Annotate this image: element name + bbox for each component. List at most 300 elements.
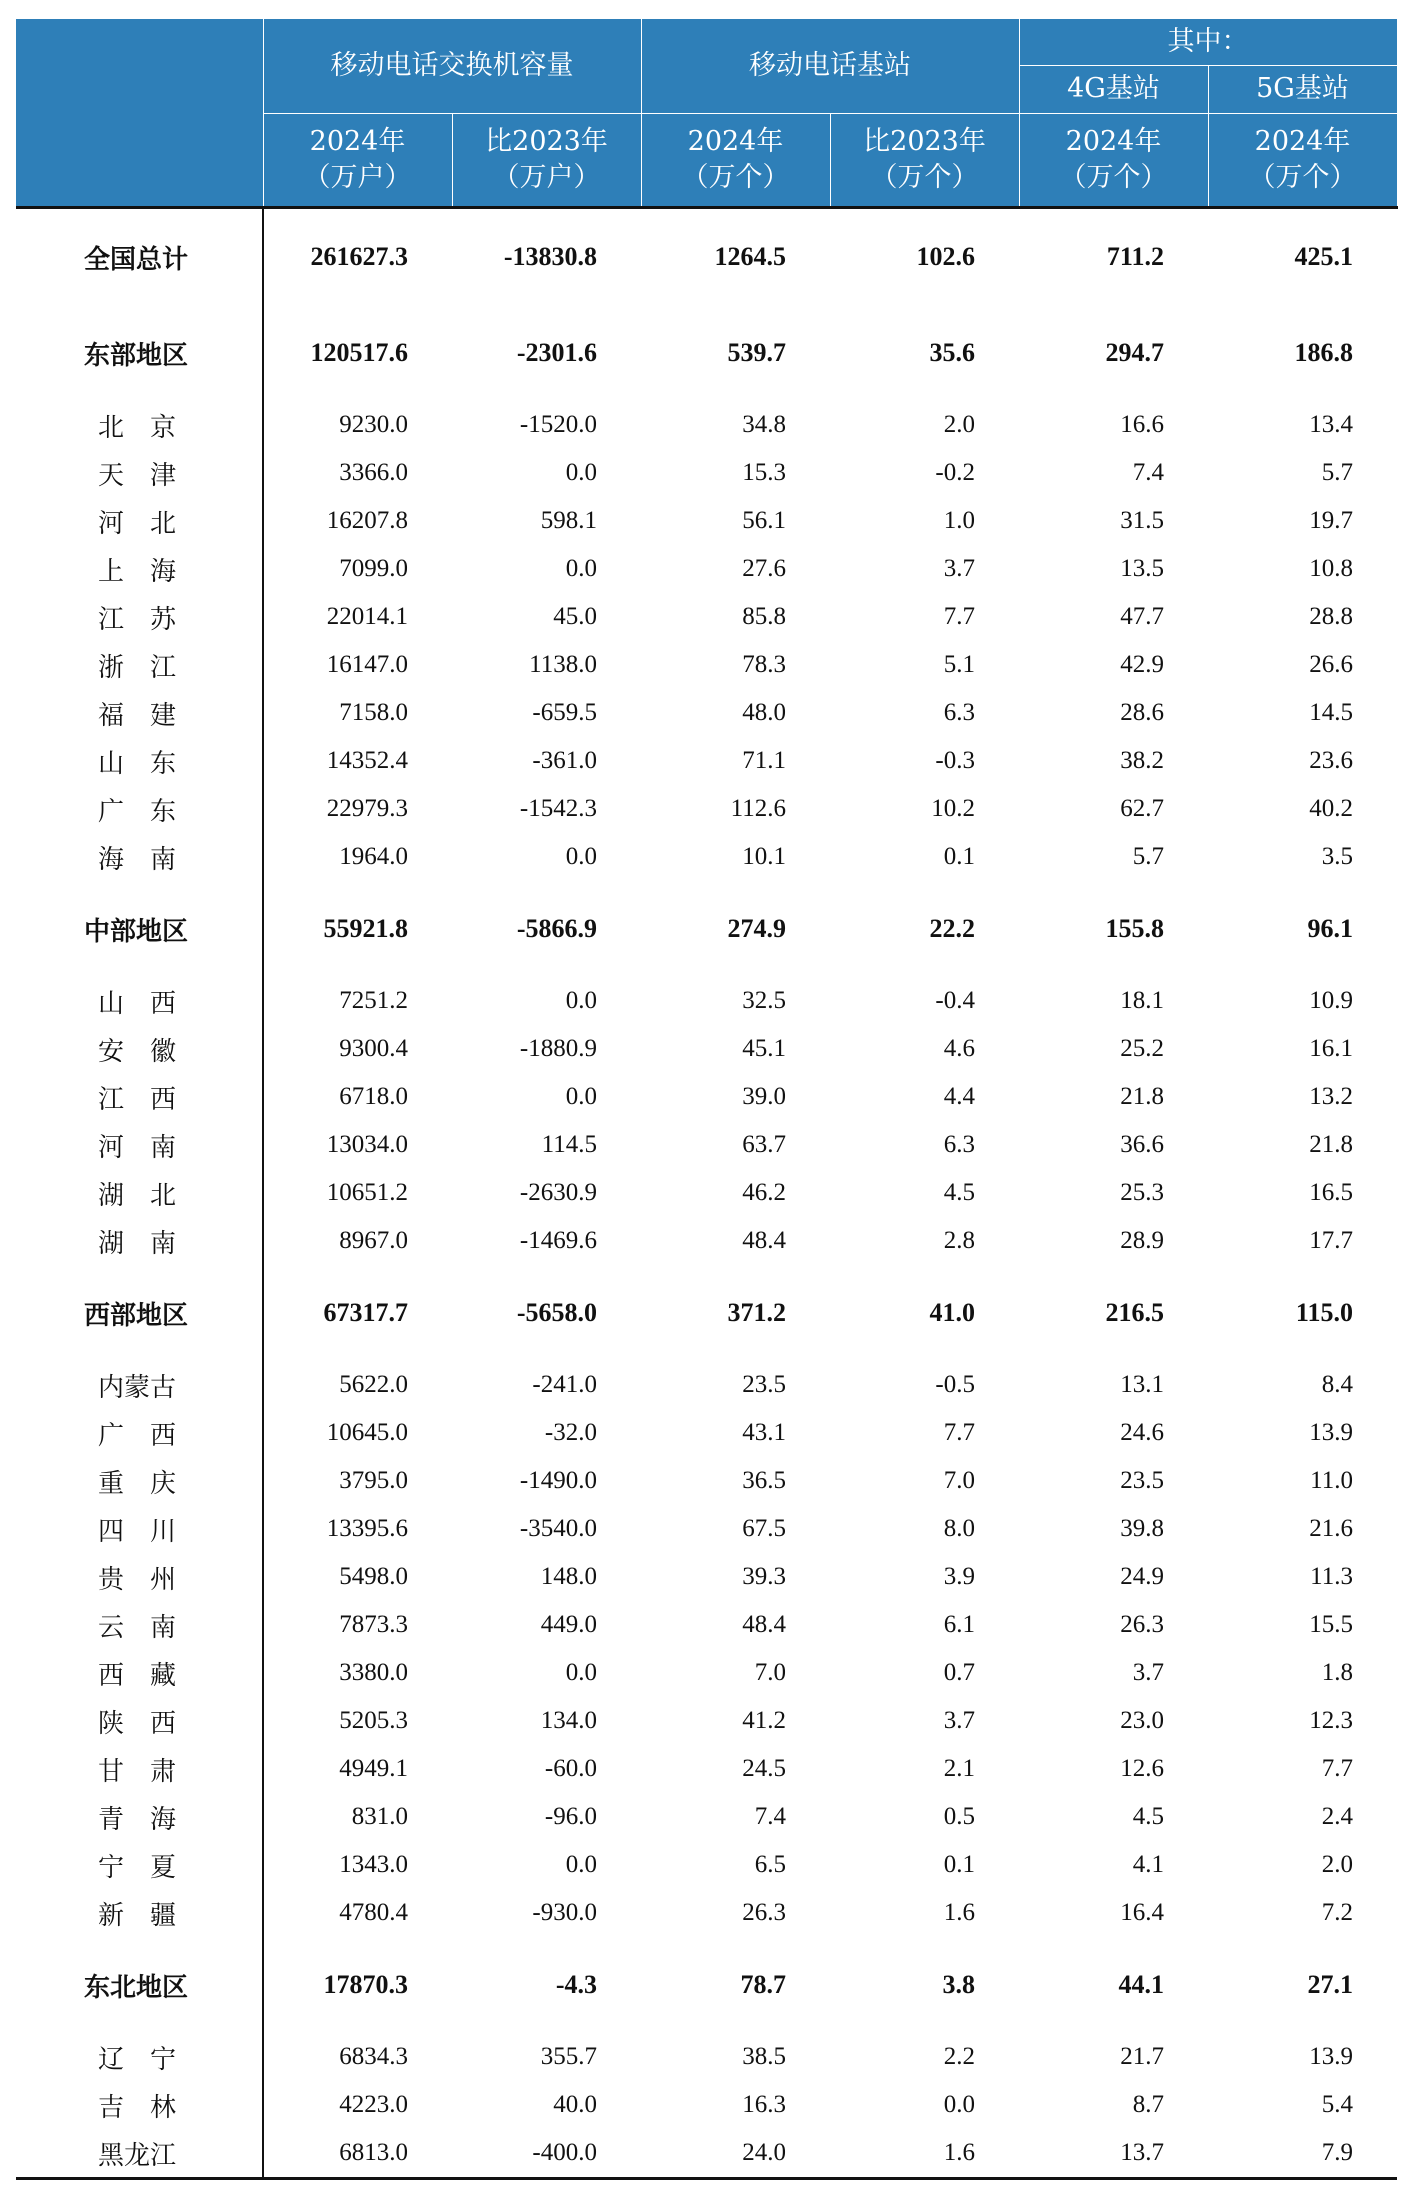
cell-col-4: 0.1 [943, 1851, 975, 1878]
cell-col-1: 10651.2 [326, 1179, 408, 1206]
cell-col-5: 12.6 [1120, 1755, 1164, 1782]
cell-col-5: 26.3 [1120, 1611, 1164, 1638]
cell-col-6: 21.8 [1309, 1131, 1353, 1158]
cell-col-6: 27.1 [1307, 1970, 1353, 1999]
cell-col-5: 44.1 [1118, 1970, 1164, 1999]
cell-col-2: -2630.9 [519, 1179, 597, 1206]
row-label: 江 苏 [16, 593, 263, 641]
cell-col-4: 3.8 [942, 1970, 975, 1999]
cell-col-2: -60.0 [544, 1755, 597, 1782]
table-row [16, 1121, 1397, 1169]
cell-col-2: -1469.6 [519, 1227, 597, 1254]
cell-col-4: 8.0 [943, 1515, 975, 1542]
cell-col-2: -4.3 [555, 1970, 597, 1999]
cell-col-4: 4.5 [943, 1179, 975, 1206]
table-row [16, 1217, 1397, 1265]
row-label: 四 川 [16, 1505, 263, 1553]
cell-col-6: 13.9 [1309, 2043, 1353, 2070]
cell-col-1: 120517.6 [310, 338, 408, 367]
cell-col-4: 3.9 [943, 1563, 975, 1590]
row-label: 西 藏 [16, 1649, 263, 1697]
cell-col-3: 274.9 [727, 914, 786, 943]
cell-col-1: 9230.0 [339, 411, 408, 438]
cell-col-2: -241.0 [532, 1371, 597, 1398]
cell-col-5: 62.7 [1120, 795, 1164, 822]
row-label: 陕 西 [16, 1697, 263, 1745]
cell-col-1: 261627.3 [310, 242, 408, 271]
cell-col-3: 24.0 [641, 2129, 830, 2179]
cell-col-4: 6.3 [943, 699, 975, 726]
table-row [16, 401, 1397, 449]
row-label: 广 西 [16, 1409, 263, 1457]
cell-col-5: 25.3 [1120, 1179, 1164, 1206]
cell-col-2: 1138.0 [529, 651, 597, 678]
table-row [16, 1361, 1397, 1409]
cell-col-6: 13.9 [1309, 1419, 1353, 1446]
cell-col-3: 48.4 [742, 1611, 786, 1638]
cell-col-4: 1.0 [943, 507, 975, 534]
cell-col-3: 67.5 [742, 1515, 786, 1542]
cell-col-2: 40.0 [553, 2091, 597, 2118]
cell-col-3: 48.4 [742, 1227, 786, 1254]
cell-col-1: 9300.4 [339, 1035, 408, 1062]
cell-col-5: 13.7 [1019, 2129, 1208, 2179]
cell-col-6: 16.1 [1309, 1035, 1353, 1062]
cell-col-1: 16147.0 [326, 651, 408, 678]
cell-col-2: -1880.9 [519, 1035, 597, 1062]
cell-col-6: 16.5 [1309, 1179, 1353, 1206]
telecom-table [16, 18, 1398, 2180]
cell-col-3: 46.2 [742, 1179, 786, 1206]
region-row [16, 1937, 1397, 2033]
table-row [16, 641, 1397, 689]
header-4g-2024: 2024年 （万个） [1019, 114, 1208, 208]
table-row [16, 833, 1397, 881]
cell-col-3: 7.0 [754, 1659, 786, 1686]
header-corner [16, 19, 263, 208]
cell-col-2: -5658.0 [516, 1298, 597, 1327]
cell-col-4: 2.0 [943, 411, 975, 438]
cell-col-5: 13.5 [1120, 555, 1164, 582]
cell-col-4: 41.0 [929, 1298, 975, 1327]
cell-col-1: 13395.6 [326, 1515, 408, 1542]
cell-col-6: 2.4 [1321, 1803, 1353, 1830]
table-row [16, 2129, 1397, 2179]
row-label: 湖 南 [16, 1217, 263, 1265]
cell-col-2: -930.0 [532, 1899, 597, 1926]
cell-col-6: 12.3 [1309, 1707, 1353, 1734]
table-row [16, 1841, 1397, 1889]
cell-col-3: 78.3 [742, 651, 786, 678]
cell-col-5: 18.1 [1120, 987, 1164, 1014]
cell-col-3: 539.7 [727, 338, 786, 367]
cell-col-4: 6.1 [943, 1611, 975, 1638]
cell-col-5: 28.9 [1120, 1227, 1164, 1254]
table-row [16, 1889, 1397, 1937]
table-row [16, 689, 1397, 737]
cell-col-2: 0.0 [565, 843, 597, 870]
cell-col-1: 5205.3 [339, 1707, 408, 1734]
cell-col-2: -1520.0 [519, 411, 597, 438]
cell-col-5: 24.9 [1120, 1563, 1164, 1590]
cell-col-1: 3380.0 [339, 1659, 408, 1686]
cell-col-4: 0.0 [943, 2091, 975, 2118]
cell-col-5: 47.7 [1120, 603, 1164, 630]
region-row [16, 1265, 1397, 1361]
cell-col-4: 7.0 [943, 1467, 975, 1494]
cell-col-6: 5.4 [1321, 2091, 1353, 2118]
cell-col-2: -1490.0 [519, 1467, 597, 1494]
region-row [16, 305, 1397, 401]
cell-col-6: 7.9 [1208, 2129, 1397, 2179]
cell-col-6: 40.2 [1309, 795, 1353, 822]
table-row [16, 497, 1397, 545]
cell-col-2: -96.0 [544, 1803, 597, 1830]
cell-col-3: 16.3 [742, 2091, 786, 2118]
cell-col-1: 7158.0 [339, 699, 408, 726]
row-label: 黑龙江 [16, 2129, 263, 2179]
row-label: 广 东 [16, 785, 263, 833]
cell-col-4: 102.6 [916, 242, 975, 271]
header-exchange-vs2023: 比2023年 （万户） [452, 114, 641, 208]
cell-col-3: 85.8 [742, 603, 786, 630]
cell-col-5: 28.6 [1120, 699, 1164, 726]
cell-col-5: 4.5 [1132, 1803, 1164, 1830]
cell-col-5: 23.0 [1120, 1707, 1164, 1734]
cell-col-1: 22014.1 [326, 603, 408, 630]
table-row [16, 1697, 1397, 1745]
header-5g-2024: 2024年 （万个） [1208, 114, 1397, 208]
cell-col-3: 7.4 [754, 1803, 786, 1830]
cell-col-1: 7873.3 [339, 1611, 408, 1638]
cell-col-1: 16207.8 [326, 507, 408, 534]
cell-col-3: 24.5 [742, 1755, 786, 1782]
cell-col-2: 355.7 [540, 2043, 597, 2070]
row-label: 东部地区 [16, 305, 263, 401]
cell-col-5: 31.5 [1120, 507, 1164, 534]
row-label: 甘 肃 [16, 1745, 263, 1793]
cell-col-6: 1.8 [1321, 1659, 1353, 1686]
cell-col-5: 21.8 [1120, 1083, 1164, 1110]
row-label: 安 徽 [16, 1025, 263, 1073]
table-row [16, 1793, 1397, 1841]
cell-col-5: 39.8 [1120, 1515, 1164, 1542]
cell-col-1: 8967.0 [339, 1227, 408, 1254]
region-row [16, 881, 1397, 977]
row-label: 河 南 [16, 1121, 263, 1169]
cell-col-6: 10.8 [1309, 555, 1353, 582]
cell-col-1: 6718.0 [339, 1083, 408, 1110]
cell-col-2: 134.0 [540, 1707, 597, 1734]
row-label: 青 海 [16, 1793, 263, 1841]
cell-col-6: 17.7 [1309, 1227, 1353, 1254]
table-row [16, 1649, 1397, 1697]
cell-col-2: 114.5 [541, 1131, 597, 1158]
cell-col-6: 7.2 [1321, 1899, 1353, 1926]
cell-col-5: 4.1 [1132, 1851, 1164, 1878]
cell-col-1: 5622.0 [339, 1371, 408, 1398]
cell-col-1: 3795.0 [339, 1467, 408, 1494]
row-label: 东北地区 [16, 1937, 263, 2033]
cell-col-3: 56.1 [742, 507, 786, 534]
cell-col-3: 26.3 [742, 1899, 786, 1926]
cell-col-4: -0.5 [935, 1371, 975, 1398]
cell-col-1: 4949.1 [339, 1755, 408, 1782]
cell-col-6: 11.3 [1310, 1563, 1353, 1590]
cell-col-5: 3.7 [1132, 1659, 1164, 1686]
row-label: 贵 州 [16, 1553, 263, 1601]
cell-col-6: 8.4 [1321, 1371, 1353, 1398]
cell-col-3: 39.0 [742, 1083, 786, 1110]
row-label: 湖 北 [16, 1169, 263, 1217]
cell-col-2: -2301.6 [516, 338, 597, 367]
table-row [16, 1745, 1397, 1793]
cell-col-6: 19.7 [1309, 507, 1353, 534]
cell-col-4: 5.1 [943, 651, 975, 678]
cell-col-1: 1343.0 [339, 1851, 408, 1878]
header-exchange-capacity: 移动电话交换机容量 [263, 19, 641, 114]
cell-col-4: 1.6 [830, 2129, 1019, 2179]
cell-col-4: -0.3 [935, 747, 975, 774]
cell-col-6: 11.0 [1310, 1467, 1353, 1494]
row-label: 吉 林 [16, 2081, 263, 2129]
cell-col-1: 7099.0 [339, 555, 408, 582]
table-row [16, 1601, 1397, 1649]
row-label: 西部地区 [16, 1265, 263, 1361]
cell-col-1: 5498.0 [339, 1563, 408, 1590]
row-label: 中部地区 [16, 881, 263, 977]
cell-col-1: 831.0 [351, 1803, 408, 1830]
cell-col-4: 22.2 [929, 914, 975, 943]
cell-col-4: 0.1 [943, 843, 975, 870]
cell-col-5: 8.7 [1132, 2091, 1164, 2118]
cell-col-4: 0.5 [943, 1803, 975, 1830]
cell-col-3: 38.5 [742, 2043, 786, 2070]
row-label: 辽 宁 [16, 2033, 263, 2081]
row-label: 重 庆 [16, 1457, 263, 1505]
row-label: 全国总计 [16, 208, 263, 306]
cell-col-3: 45.1 [742, 1035, 786, 1062]
cell-col-2: 148.0 [540, 1563, 597, 1590]
cell-col-3: 43.1 [742, 1419, 786, 1446]
cell-col-4: 4.4 [943, 1083, 975, 1110]
cell-col-5: 21.7 [1120, 2043, 1164, 2070]
cell-col-2: 0.0 [565, 555, 597, 582]
cell-col-5: 36.6 [1120, 1131, 1164, 1158]
row-label: 内蒙古 [16, 1361, 263, 1409]
row-label: 上 海 [16, 545, 263, 593]
table-row [16, 1025, 1397, 1073]
table-row [16, 977, 1397, 1025]
cell-col-1: 6834.3 [339, 2043, 408, 2070]
table-header [16, 19, 1397, 208]
header-4g: 4G基站 [1019, 65, 1208, 113]
cell-col-1: 17870.3 [323, 1970, 408, 1999]
cell-col-4: -0.2 [935, 459, 975, 486]
table-wrapper [16, 18, 1396, 2180]
table-body [16, 208, 1397, 2179]
cell-col-6: 186.8 [1294, 338, 1353, 367]
header-base-stations: 移动电话基站 [641, 19, 1019, 114]
cell-col-4: 1.6 [943, 1899, 975, 1926]
cell-col-3: 32.5 [742, 987, 786, 1014]
cell-col-2: 449.0 [540, 1611, 597, 1638]
cell-col-4: 7.7 [943, 603, 975, 630]
cell-col-4: 6.3 [943, 1131, 975, 1158]
row-label: 福 建 [16, 689, 263, 737]
cell-col-6: 13.4 [1309, 411, 1353, 438]
header-of-which: 其中： [1019, 19, 1397, 66]
cell-col-4: 2.2 [943, 2043, 975, 2070]
cell-col-2: 598.1 [540, 507, 597, 534]
cell-col-2: 0.0 [565, 1083, 597, 1110]
cell-col-6: 10.9 [1309, 987, 1353, 1014]
cell-col-5: 7.4 [1132, 459, 1164, 486]
cell-col-6: 2.0 [1321, 1851, 1353, 1878]
cell-col-6: 14.5 [1309, 699, 1353, 726]
total-row [16, 208, 1397, 306]
header-exchange-2024: 2024年 （万户） [263, 114, 452, 208]
cell-col-1: 14352.4 [326, 747, 408, 774]
header-5g: 5G基站 [1208, 65, 1397, 113]
cell-col-1: 7251.2 [339, 987, 408, 1014]
cell-col-2: -13830.8 [503, 242, 597, 271]
cell-col-2: 0.0 [565, 1851, 597, 1878]
cell-col-6: 15.5 [1309, 1611, 1353, 1638]
cell-col-4: 10.2 [931, 795, 975, 822]
cell-col-5: 25.2 [1120, 1035, 1164, 1062]
cell-col-5: 42.9 [1120, 651, 1164, 678]
cell-col-2: -659.5 [532, 699, 597, 726]
cell-col-1: 13034.0 [326, 1131, 408, 1158]
row-label: 宁 夏 [16, 1841, 263, 1889]
cell-col-2: 0.0 [565, 987, 597, 1014]
row-label: 海 南 [16, 833, 263, 881]
row-label: 浙 江 [16, 641, 263, 689]
cell-col-2: -3540.0 [519, 1515, 597, 1542]
table-row [16, 449, 1397, 497]
table-row [16, 785, 1397, 833]
cell-col-1: 55921.8 [323, 914, 408, 943]
cell-col-2: -5866.9 [516, 914, 597, 943]
cell-col-3: 112.6 [730, 795, 786, 822]
cell-col-1: 1964.0 [339, 843, 408, 870]
table-row [16, 593, 1397, 641]
cell-col-6: 96.1 [1307, 914, 1353, 943]
row-label: 北 京 [16, 401, 263, 449]
cell-col-2: 0.0 [565, 459, 597, 486]
cell-col-6: 21.6 [1309, 1515, 1353, 1542]
cell-col-4: 4.6 [943, 1035, 975, 1062]
cell-col-6: 13.2 [1309, 1083, 1353, 1110]
cell-col-1: 67317.7 [323, 1298, 408, 1327]
cell-col-6: 115.0 [1295, 1298, 1353, 1327]
cell-col-5: 16.6 [1120, 411, 1164, 438]
cell-col-4: 0.7 [943, 1659, 975, 1686]
table-row [16, 1505, 1397, 1553]
cell-col-2: 45.0 [553, 603, 597, 630]
cell-col-2: -361.0 [532, 747, 597, 774]
cell-col-3: 71.1 [742, 747, 786, 774]
cell-col-5: 13.1 [1120, 1371, 1164, 1398]
cell-col-3: 6.5 [754, 1851, 786, 1878]
cell-col-6: 425.1 [1294, 242, 1353, 271]
table-row [16, 1457, 1397, 1505]
header-base-vs2023: 比2023年 （万个） [830, 114, 1019, 208]
cell-col-2: -1542.3 [519, 795, 597, 822]
cell-col-3: 41.2 [742, 1707, 786, 1734]
cell-col-6: 26.6 [1309, 651, 1353, 678]
table-row [16, 2081, 1397, 2129]
row-label: 山 西 [16, 977, 263, 1025]
cell-col-5: 16.4 [1120, 1899, 1164, 1926]
cell-col-1: 10645.0 [326, 1419, 408, 1446]
cell-col-4: 35.6 [929, 338, 975, 367]
table-row [16, 545, 1397, 593]
cell-col-4: 3.7 [943, 1707, 975, 1734]
cell-col-3: 27.6 [742, 555, 786, 582]
cell-col-3: 371.2 [727, 1298, 786, 1327]
row-label: 云 南 [16, 1601, 263, 1649]
cell-col-1: 3366.0 [339, 459, 408, 486]
cell-col-6: 3.5 [1321, 843, 1353, 870]
cell-col-2: -400.0 [452, 2129, 641, 2179]
cell-col-5: 711.2 [1106, 242, 1164, 271]
cell-col-3: 1264.5 [714, 242, 786, 271]
cell-col-3: 34.8 [742, 411, 786, 438]
cell-col-2: -32.0 [544, 1419, 597, 1446]
cell-col-5: 294.7 [1105, 338, 1164, 367]
cell-col-6: 23.6 [1309, 747, 1353, 774]
cell-col-4: 2.1 [943, 1755, 975, 1782]
cell-col-5: 23.5 [1120, 1467, 1164, 1494]
cell-col-6: 5.7 [1321, 459, 1353, 486]
header-base-2024: 2024年 （万个） [641, 114, 830, 208]
row-label: 天 津 [16, 449, 263, 497]
cell-col-4: 7.7 [943, 1419, 975, 1446]
cell-col-5: 38.2 [1120, 747, 1164, 774]
cell-col-6: 28.8 [1309, 603, 1353, 630]
cell-col-3: 36.5 [742, 1467, 786, 1494]
cell-col-4: 2.8 [943, 1227, 975, 1254]
cell-col-4: 3.7 [943, 555, 975, 582]
cell-col-3: 15.3 [742, 459, 786, 486]
cell-col-5: 155.8 [1105, 914, 1164, 943]
cell-col-3: 39.3 [742, 1563, 786, 1590]
row-label: 新 疆 [16, 1889, 263, 1937]
table-row [16, 1169, 1397, 1217]
table-row [16, 1073, 1397, 1121]
row-label: 河 北 [16, 497, 263, 545]
row-label: 江 西 [16, 1073, 263, 1121]
cell-col-5: 5.7 [1132, 843, 1164, 870]
cell-col-1: 6813.0 [263, 2129, 452, 2179]
table-row [16, 1409, 1397, 1457]
cell-col-3: 10.1 [742, 843, 786, 870]
cell-col-4: -0.4 [935, 987, 975, 1014]
table-row [16, 2033, 1397, 2081]
cell-col-3: 48.0 [742, 699, 786, 726]
table-row [16, 1553, 1397, 1601]
cell-col-3: 63.7 [742, 1131, 786, 1158]
cell-col-1: 4223.0 [339, 2091, 408, 2118]
cell-col-1: 22979.3 [326, 795, 408, 822]
cell-col-3: 23.5 [742, 1371, 786, 1398]
cell-col-5: 216.5 [1105, 1298, 1164, 1327]
cell-col-6: 7.7 [1321, 1755, 1353, 1782]
cell-col-1: 4780.4 [339, 1899, 408, 1926]
cell-col-3: 78.7 [740, 1970, 786, 1999]
